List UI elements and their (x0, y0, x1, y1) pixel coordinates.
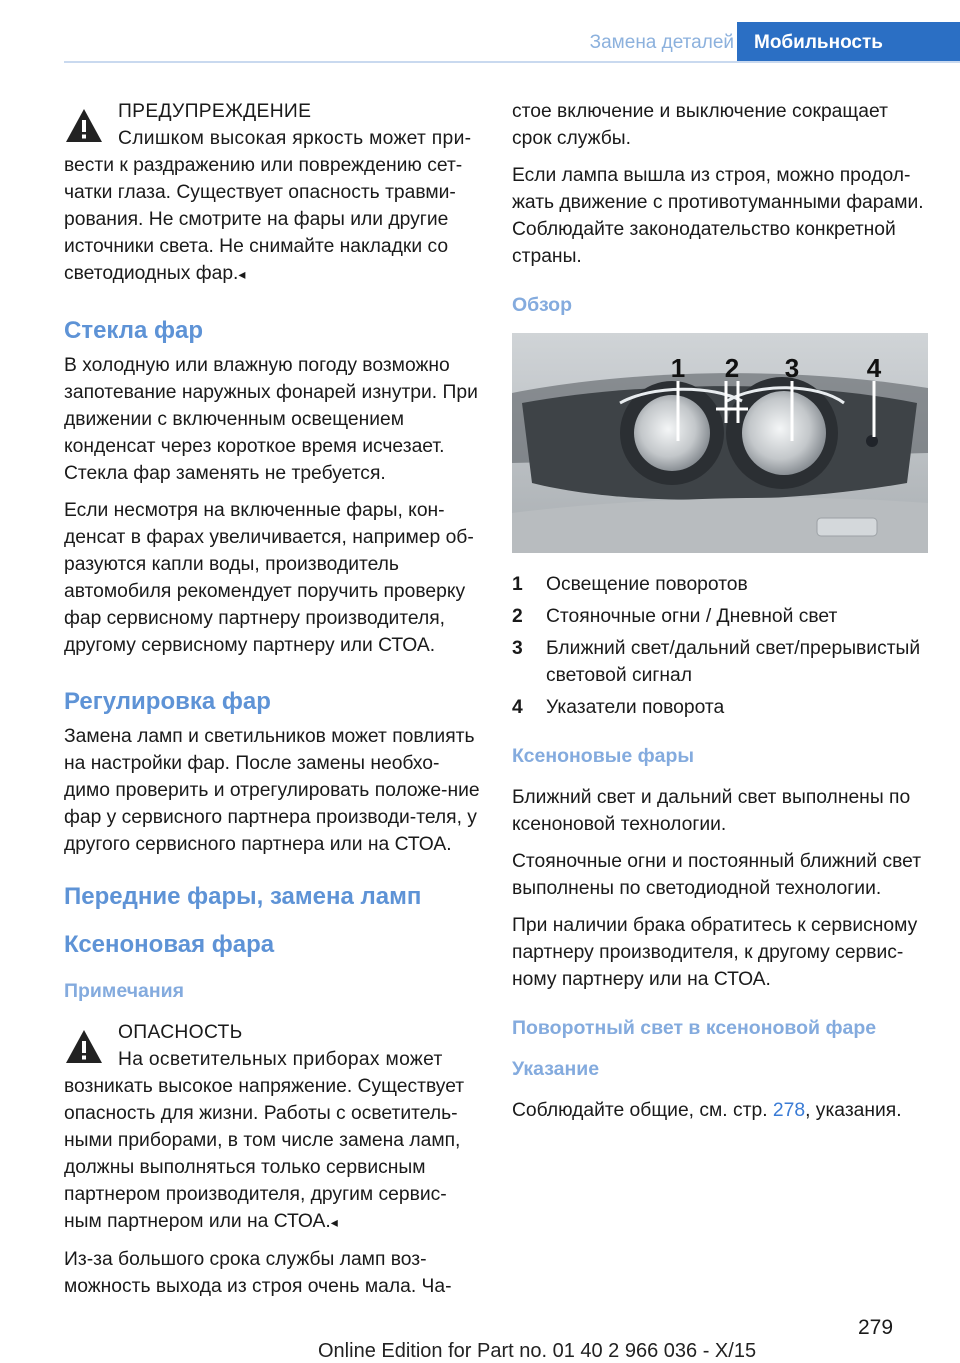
figure-label-1: 1 (670, 353, 686, 383)
paragraph-xenon-1: Ближний свет и дальний свет выполнены по ксеноновой технологии. (512, 787, 911, 835)
paragraph-xenon-3: При наличии брака обратитесь к сервисному партнеру производителя, к другому сервис-ному партнеру или на СТОА. (512, 915, 918, 990)
heading-xenon-lights: Ксеноновые фары (512, 745, 695, 767)
warning-title: ПРЕДУПРЕЖДЕНИЕ (118, 101, 312, 122)
heading-adjust: Регулировка фар (64, 688, 271, 715)
warning-text: вести к раздражению или повреждению сет-чатки глаза. Существует опасность травми-рования. Не смотрите на фары или другие источники света. Не снимайте накладки со светодиодных фар. (64, 155, 463, 284)
legend-text: Освещение поворотов (546, 574, 748, 595)
paragraph-glass-1: В холодную или влажную погоду возможно запотевание наружных фонарей изнутри. При движении с включенным освещением конденсат через короткое время исчезает. Стекла фар заменять не требуется. (64, 355, 478, 484)
paragraph-adjust: Замена ламп и светильников может повлиять на настройки фар. После замены необхо-димо проверить и отрегулировать положе-ние фар у сервисного партнера производи-теля, у другого сервисного партнера или на СТОА. (64, 726, 480, 855)
heading-note: Указание (512, 1058, 600, 1080)
heading-front-lamps: Передние фары, замена ламп (64, 883, 422, 910)
note-text-post: , указания. (805, 1100, 902, 1121)
end-mark: ◂ (238, 266, 246, 282)
page-number: 279 (858, 1316, 894, 1339)
paragraph-fog: Если лампа вышла из строя, можно продол-жать движение с противотуманными фарами. Соблюдайте законодательство конкретной страны. (512, 165, 924, 267)
legend-number: 1 (512, 574, 523, 595)
heading-notes: Примечания (64, 980, 185, 1002)
warning-block (64, 98, 480, 288)
figure-label-4: 4 (866, 353, 882, 383)
legend-text: Указатели поворота (546, 697, 725, 718)
paragraph-continued: стое включение и выключение сокращает срок службы. (512, 101, 888, 149)
chapter-tab[interactable]: Мобильность (737, 22, 960, 62)
danger-block (64, 1019, 480, 1236)
legend-item (512, 603, 928, 630)
heading-xenon-headlight: Ксеноновая фара (64, 931, 275, 958)
heading-turn-light: Поворотный свет в ксеноновой фаре (512, 1017, 877, 1039)
headlight-figure (512, 333, 928, 553)
end-mark: ◂ (330, 1214, 338, 1230)
right-column (512, 98, 928, 1134)
legend-number: 3 (512, 638, 523, 659)
paragraph-note (512, 1097, 928, 1124)
legend-text: Ближний свет/дальний свет/прерывистый световой сигнал (546, 638, 921, 686)
figure-legend (512, 571, 928, 721)
paragraph-glass-2: Если несмотря на включенные фары, кон-денсат в фарах увеличивается, например об-разуются капли воды, производитель автомобиля рекомендует поручить проверку фар сервисному партнеру производителя, другому сервисному партнеру или СТОА. (64, 500, 474, 656)
legend-item (512, 571, 928, 598)
figure-label-3: 3 (784, 353, 800, 383)
edition-footer: Online Edition for Part no. 01 40 2 966 036 - X/15 (318, 1340, 757, 1362)
page-header (0, 22, 960, 62)
section-tab[interactable]: Замена деталей (589, 32, 734, 53)
heading-overview: Обзор (512, 294, 572, 316)
heading-glass: Стекла фар (64, 317, 204, 344)
header-rule (64, 61, 960, 63)
legend-item (512, 635, 928, 689)
paragraph-lamp-life: Из-за большого срока службы ламп воз-можность выхода из строя очень мала. Ча- (64, 1249, 452, 1297)
legend-number: 2 (512, 606, 523, 627)
danger-line1: На осветительных приборах может (118, 1049, 443, 1070)
paragraph-xenon-2: Стояночные огни и постоянный ближний свет выполнены по светодиодной технологии. (512, 851, 922, 899)
warning-line1: Слишком высокая яркость может при- (118, 128, 472, 149)
danger-triangle-icon (64, 1027, 104, 1067)
danger-title: ОПАСНОСТЬ (118, 1022, 243, 1043)
note-text-pre: Соблюдайте общие, см. стр. (512, 1100, 768, 1121)
legend-text: Стояночные огни / Дневной свет (546, 606, 838, 627)
page-reference-link[interactable]: 278 (772, 1100, 806, 1121)
legend-number: 4 (512, 697, 523, 718)
figure-label-2: 2 (724, 353, 740, 383)
warning-triangle-icon (64, 106, 104, 146)
legend-item (512, 694, 928, 721)
danger-text: возникать высокое напряжение. Существует опасность для жизни. Работы с осветитель-ными приборами, в том числе замена ламп, должны выполняться только сервисным партнером производителя, другим сервис-ным партнером или на СТОА. (64, 1076, 465, 1232)
left-column (64, 98, 480, 1310)
